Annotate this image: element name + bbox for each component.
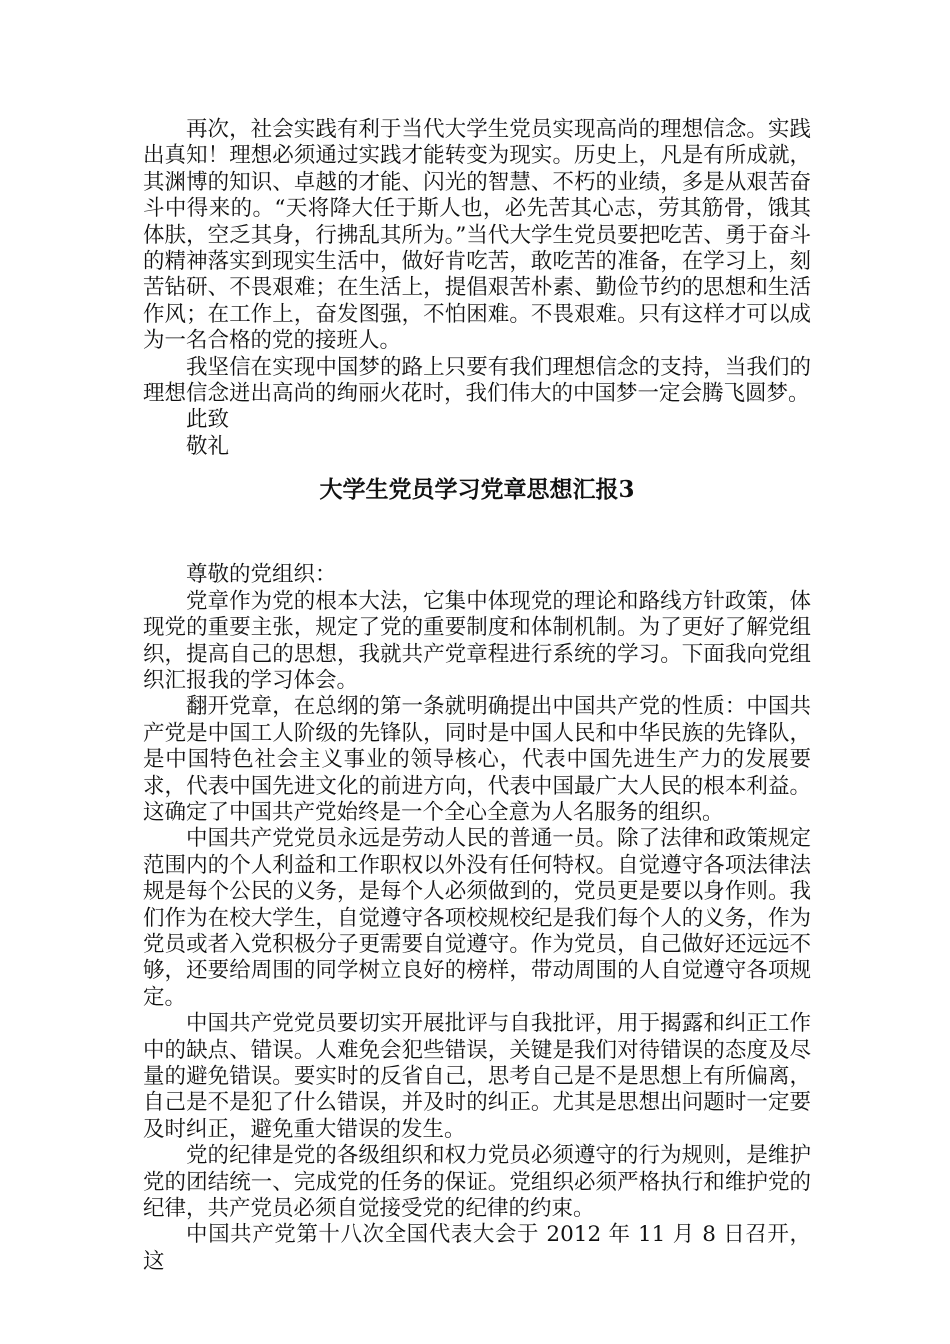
body-paragraph: 中国共产党第十八次全国代表大会于 2012 年 11 月 8 日召开，这 [143,1222,811,1274]
body-paragraph: 翻开党章，在总纲的第一条就明确提出中国共产党的性质：中国共产党是中国工人阶级的先锋队，同时是中国人民和中华民族的先锋队，是中国特色社会主义事业的领导核心，代表中国先进生产力的发展要求，代表中国先进文化的前进方向，代表中国最广大人民的根本利益。这确定了中国共产党始终是一个全心全意为人名服务的组织。 [143,694,811,825]
section-title: 大学生党员学习党章思想汇报3 [319,476,635,504]
body-paragraph: 中国共产党党员永远是劳动人民的普通一员。除了法律和政策规定范围内的个人利益和工作职权以外没有任何特权。自觉遵守各项法律法规是每个公民的义务，是每个人必须做到的，党员更是要以身作则。我们作为在校大学生，自觉遵守各项校规校纪是我们每个人的义务，作为党员或者入党积极分子更需要自觉遵守。作为党员，自己做好还远远不够，还要给周围的同学树立良好的榜样，带动周围的人自觉遵守各项规定。 [143,826,811,1010]
closing-line: 敬礼 [186,433,230,459]
salutation: 尊敬的党组织： [186,562,337,588]
body-paragraph: 我坚信在实现中国梦的路上只要有我们理想信念的支持，当我们的理想信念迸出高尚的绚丽火花时，我们伟大的中国梦一定会腾飞圆梦。 [143,354,811,407]
body-paragraph: 党章作为党的根本大法，它集中体现党的理论和路线方针政策，体现党的重要主张，规定了党的重要制度和体制机制。为了更好了解党组织，提高自己的思想，我就共产党章程进行系统的学习。下面我向党组织汇报我的学习体会。 [143,588,811,693]
body-paragraph: 再次，社会实践有利于当代大学生党员实现高尚的理想信念。实践出真知！理想必须通过实践才能转变为现实。历史上，凡是有所成就，其渊博的知识、卓越的才能、闪光的智慧、不朽的业绩，多是从艰苦奋斗中得来的。“天将降大任于斯人也，必先苦其心志，劳其筋骨，饿其体肤，空乏其身，行拂乱其所为。”当代大学生党员要把吃苦、勇于奋斗的精神落实到现实生活中，做好肯吃苦，敢吃苦的准备，在学习上，刻苦钻研、不畏艰难；在生活上，提倡艰苦朴素、勤俭节约的思想和生活作风；在工作上，奋发图强，不怕困难。不畏艰难。只有这样才可以成为一名合格的党的接班人。 [143,117,811,354]
body-paragraph: 中国共产党党员要切实开展批评与自我批评，用于揭露和纠正工作中的缺点、错误。人难免会犯些错误，关键是我们对待错误的态度及尽量的避免错误。要实时的反省自己，思考自己是不是思想上有所偏离，自己是不是犯了什么错误，并及时的纠正。尤其是思想出问题时一定要及时纠正，避免重大错误的发生。 [143,1011,811,1142]
body-paragraph: 党的纪律是党的各级组织和权力党员必须遵守的行为规则，是维护党的团结统一、完成党的任务的保证。党组织必须严格执行和维护党的纪律，共产党员必须自觉接受党的纪律的约束。 [143,1143,811,1222]
closing-line: 此致 [186,407,230,433]
document-page [143,117,811,1275]
spacer [143,510,811,562]
